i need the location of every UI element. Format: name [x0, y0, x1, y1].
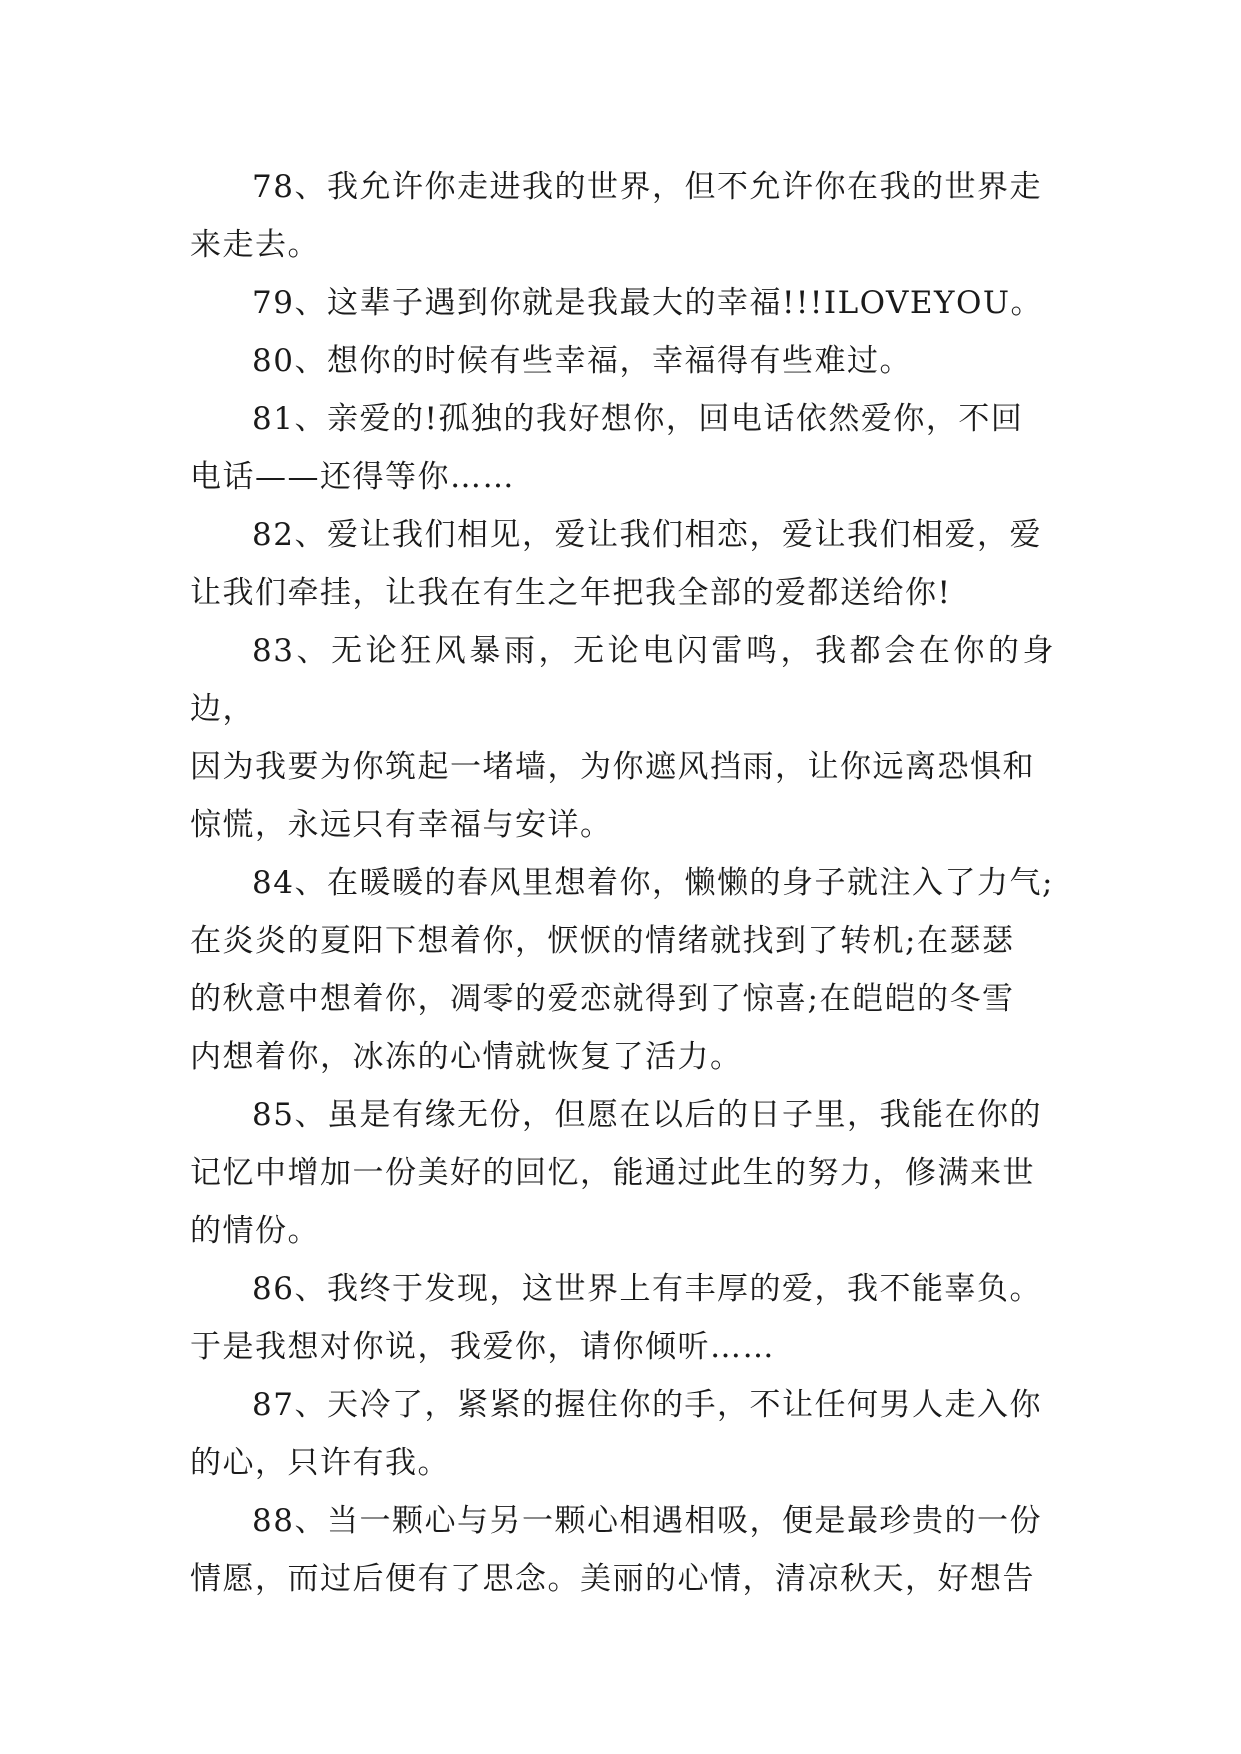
- paragraph-84: 84、在暖暖的春风里想着你，懒懒的身子就注入了力气; 在炎炎的夏阳下想着你，恹恹的情绪就找到了转机;在瑟瑟 的秋意中想着你，凋零的爱恋就得到了惊喜;在皑皑的冬雪 内想着你，冰冻的心情就恢复了活力。: [190, 865, 1054, 1075]
- paragraph-88: 88、当一颗心与另一颗心相遇相吸，便是最珍贵的一份 情愿，而过后便有了思念。美丽的心情，清凉秋天，好想告: [190, 1503, 1042, 1597]
- paragraph-85: 85、虽是有缘无份，但愿在以后的日子里，我能在你的 记忆中增加一份美好的回忆，能通过此生的努力，修满来世 的情份。: [190, 1097, 1042, 1249]
- paragraph-80: 80、想你的时候有些幸福，幸福得有些难过。: [252, 343, 912, 379]
- paragraph-79: 79、这辈子遇到你就是我最大的幸福!!!ILOVEYOU。: [252, 285, 1044, 321]
- document-body: [190, 158, 1055, 1608]
- paragraph-78: 78、我允许你走进我的世界，但不允许你在我的世界走 来走去。: [190, 169, 1042, 263]
- paragraph-81: 81、亲爱的!孤独的我好想你，回电话依然爱你，不回 电话——还得等你……: [190, 401, 1024, 495]
- paragraph-83: 83、无论狂风暴雨，无论电闪雷鸣，我都会在你的身边， 因为我要为你筑起一堵墙，为你遮风挡雨，让你远离恐惧和 惊慌，永远只有幸福与安详。: [190, 633, 1055, 843]
- paragraph-86: 86、我终于发现，这世界上有丰厚的爱，我不能辜负。 于是我想对你说，我爱你，请你倾听……: [190, 1271, 1042, 1365]
- paragraph-87: 87、天冷了，紧紧的握住你的手，不让任何男人走入你 的心，只许有我。: [190, 1387, 1042, 1481]
- paragraph-82: 82、爱让我们相见，爱让我们相恋，爱让我们相爱，爱 让我们牵挂，让我在有生之年把我全部的爱都送给你!: [190, 517, 1042, 611]
